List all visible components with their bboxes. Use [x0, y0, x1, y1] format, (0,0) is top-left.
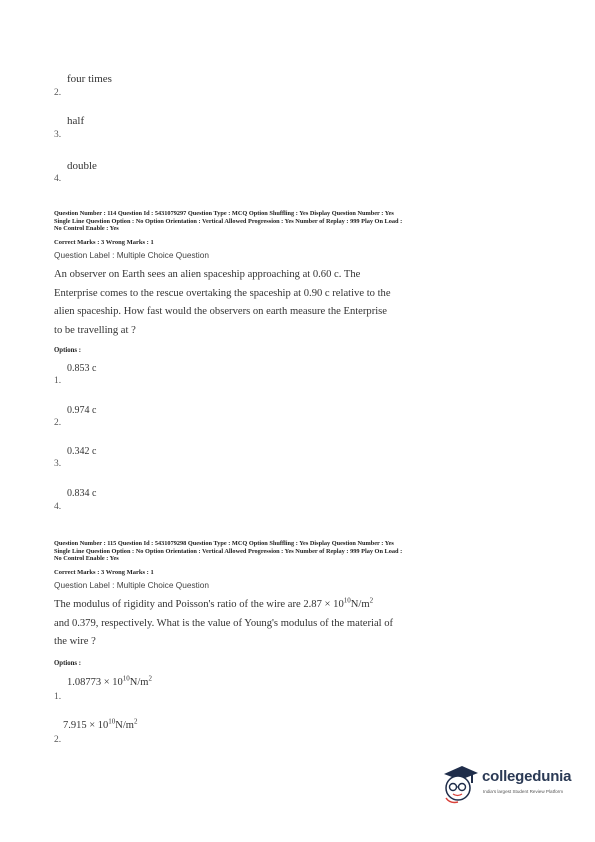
option-text	[67, 674, 152, 688]
unit: N/m	[350, 599, 370, 610]
unit: N/m	[129, 677, 149, 688]
option-text	[63, 717, 138, 731]
question-text-line: the wire ?	[54, 636, 96, 647]
metadata-line: Question Number : 115 Question Id : 5431079298 Question Type : MCQ Option Shuffling : Yes Display Question Number : Yes	[54, 540, 394, 547]
question-115-text	[54, 596, 494, 652]
question-114-label: Question Label : Multiple Choice Question	[54, 250, 209, 260]
question-114-marks: Correct Marks : 3 Wrong Marks : 1	[54, 239, 154, 246]
option-text: half	[67, 115, 85, 127]
option-number: 1.	[54, 376, 62, 386]
option-number: 1.	[54, 692, 62, 702]
option-number: 2.	[54, 88, 62, 98]
metadata-line: Question Number : 114 Question Id : 5431079297 Question Type : MCQ Option Shuffling : Yes Display Question Number : Yes	[54, 210, 394, 217]
options-label: Options :	[54, 660, 82, 667]
question-text-line: alien spaceship. How fast would the observers on earth measure the Enterprise	[54, 306, 388, 317]
option-text: double	[67, 160, 97, 172]
metadata-line: Single Line Question Option : No Option Orientation : Vertical Allowed Progression : Yes Number of Replay : 999 Play On Load :	[54, 217, 403, 225]
question-text-line: An observer on Earth sees an alien spaceship approaching at 0.60 c. The	[54, 269, 361, 280]
metadata-line: No Control Enable : Yes	[54, 225, 119, 233]
metadata-line: Single Line Question Option : No Option Orientation : Vertical Allowed Progression : Yes Number of Replay : 999 Play On Load :	[54, 547, 403, 555]
option-number: 2.	[54, 735, 62, 745]
question-115-label: Question Label : Multiple Choice Question	[54, 580, 209, 590]
option-text: 0.342 c	[67, 446, 97, 457]
text-segment: 7.915 × 10	[63, 720, 109, 731]
option-number: 3.	[54, 130, 62, 140]
options-label: Options :	[54, 347, 82, 354]
option-text: 0.853 c	[67, 363, 97, 374]
option-number: 4.	[54, 502, 62, 512]
option-text: 0.974 c	[67, 405, 97, 416]
question-text-line	[54, 596, 494, 615]
unit: N/m	[115, 720, 134, 731]
exponent: 10	[343, 596, 351, 605]
exponent: 10	[108, 717, 116, 726]
option-text: 0.834 c	[67, 488, 97, 499]
option-number: 2.	[54, 418, 62, 428]
question-text-line: to be travelling at ?	[54, 324, 136, 336]
exponent: 10	[122, 674, 130, 683]
question-text-line: and 0.379, respectively. What is the value of Young's modulus of the material of	[54, 617, 394, 629]
text-segment: 1.08773 × 10	[67, 677, 123, 688]
question-114-text	[54, 266, 474, 340]
metadata-line: No Control Enable : Yes	[54, 555, 119, 563]
exponent: 2	[369, 596, 374, 605]
option-number: 3.	[54, 459, 62, 469]
option-text: four times	[67, 73, 112, 85]
question-115-metadata	[54, 540, 549, 563]
question-text-line: Enterprise comes to the rescue overtaking the spaceship at 0.90 c relative to the	[54, 287, 391, 299]
exponent: 2	[133, 717, 138, 726]
logo-wordmark: collegedunia	[482, 768, 572, 785]
question-114-metadata	[54, 210, 549, 233]
option-number: 4.	[54, 174, 62, 184]
logo-tagline: India's largest Student Review Platform	[483, 789, 564, 794]
logo-mascot-icon	[440, 764, 480, 806]
collegedunia-logo	[440, 764, 590, 806]
question-115-marks: Correct Marks : 3 Wrong Marks : 1	[54, 569, 154, 576]
text-segment: The modulus of rigidity and Poisson's ratio of the wire are 2.87 × 10	[54, 599, 344, 610]
exponent: 2	[148, 674, 152, 683]
